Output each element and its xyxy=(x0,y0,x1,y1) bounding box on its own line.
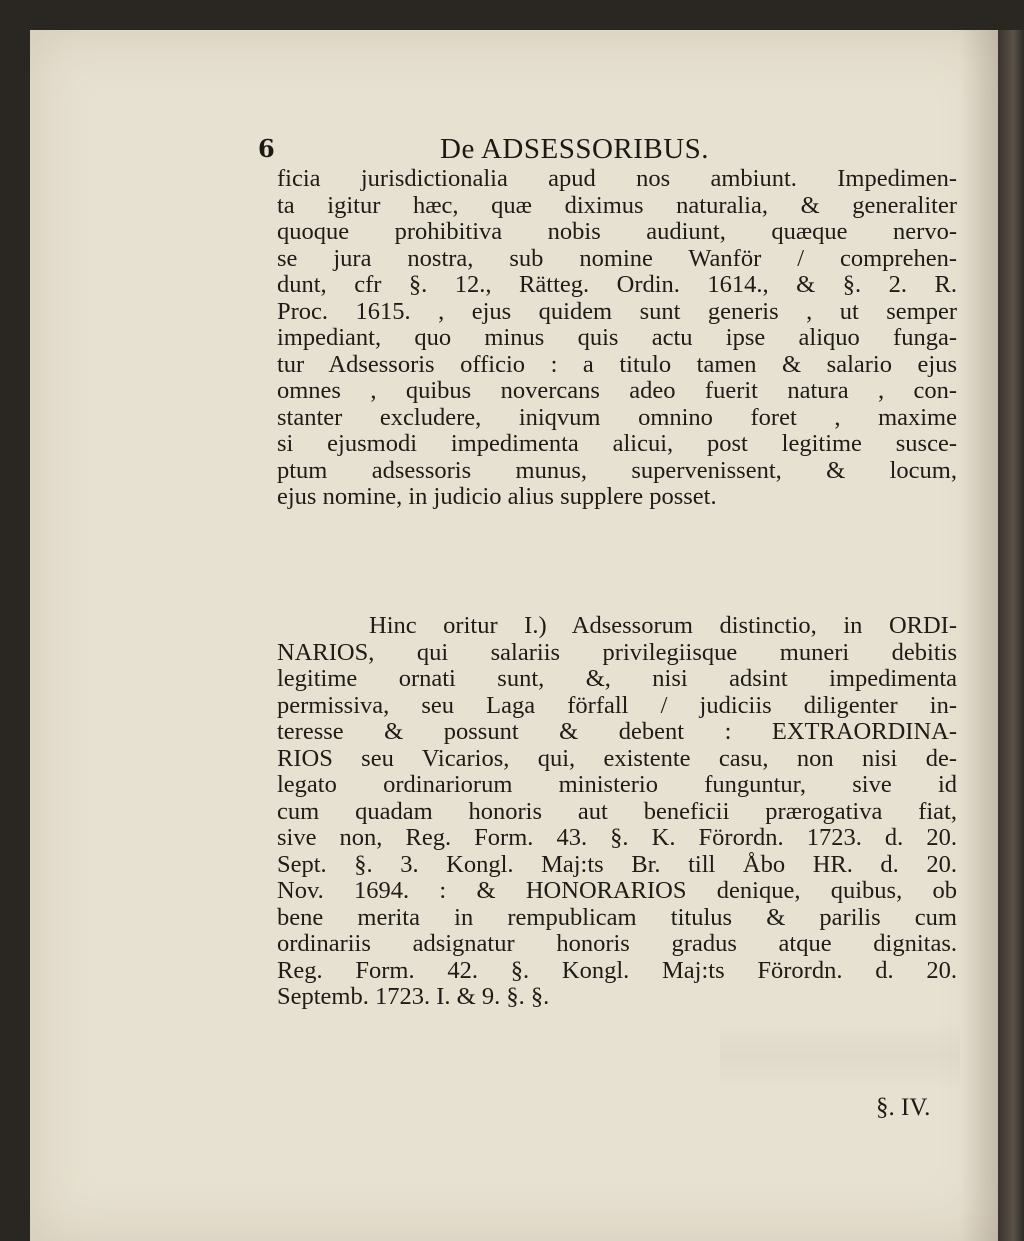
text-line: se jura nostra, sub nomine Wanför / comprehen- xyxy=(277,245,957,272)
text-line: legato ordinariorum ministerio funguntur, sive id xyxy=(277,772,957,798)
text-line: Hinc oritur I.) Adsessorum distinctio, in ORDI- xyxy=(369,613,957,639)
text-line: impediant, quo minus quis actu ipse aliquo funga- xyxy=(277,325,957,351)
text-line: ptum adsessoris munus, supervenissent, & locum, xyxy=(277,457,957,484)
text-line: Nov. 1694. : & HONORARIOS denique, quibus, ob xyxy=(277,878,957,904)
text-line: quoque prohibitiva nobis audiunt, quæque nervo- xyxy=(277,219,957,245)
text-line: tur Adsessoris officio : a titulo tamen & salario ejus xyxy=(277,351,957,378)
page-edge xyxy=(998,30,1024,1241)
text-line: ordinariis adsignatur honoris gradus atque dignitas. xyxy=(277,931,957,957)
text-line: Sept. §. 3. Kongl. Maj:ts Br. till Åbo HR. d. 20. xyxy=(277,851,957,878)
text-line: si ejusmodi impedimenta alicui, post legitime susce- xyxy=(277,431,957,457)
text-line: cum quadam honoris aut beneficii prærogativa fiat, xyxy=(277,798,957,825)
text-line: ta igitur hæc, quæ diximus naturalia, & generaliter xyxy=(277,192,957,219)
text-line: Proc. 1615. , ejus quidem sunt generis , ut semper xyxy=(277,298,957,325)
text-line: ejus nomine, in judicio alius supplere posset. xyxy=(277,484,717,510)
text-line: legitime ornati sunt, &, nisi adsint impedimenta xyxy=(277,666,957,692)
text-line: Septemb. 1723. I. & 9. §. §. xyxy=(277,984,550,1010)
text-line: stanter excludere, iniqvum omnino foret , maxime xyxy=(277,404,957,431)
paragraph-1 xyxy=(277,166,957,511)
text-line: teresse & possunt & debent : EXTRAORDINA- xyxy=(277,719,957,745)
text-line: omnes , quibus novercans adeo fuerit natura , con- xyxy=(277,378,957,404)
page-number: 6 xyxy=(258,134,275,163)
text-line: permissiva, seu Laga förfall / judiciis diligenter in- xyxy=(277,692,957,719)
page-gutter-shadow xyxy=(960,30,998,1241)
ink-show-through xyxy=(720,1020,960,1090)
text-line: NARIOS, qui salariis privilegiisque muneri debitis xyxy=(277,639,957,666)
text-line: sive non, Reg. Form. 43. §. K. Förordn. 1723. d. 20. xyxy=(277,825,957,851)
text-line: dunt, cfr §. 12., Rätteg. Ordin. 1614., & §. 2. R. xyxy=(277,272,957,298)
book-page xyxy=(30,30,998,1241)
catchword: §. IV. xyxy=(876,1094,931,1121)
text-line: bene merita in rempublicam titulus & parilis cum xyxy=(277,904,957,931)
running-head: De ADSESSORIBUS. xyxy=(440,133,710,165)
text-line: ficia jurisdictionalia apud nos ambiunt. Impedimen- xyxy=(277,166,957,192)
paragraph-2 xyxy=(277,613,957,1011)
text-line: Reg. Form. 42. §. Kongl. Maj:ts Förordn. d. 20. xyxy=(277,957,957,984)
text-line: RIOS seu Vicarios, qui, existente casu, non nisi de- xyxy=(277,745,957,772)
